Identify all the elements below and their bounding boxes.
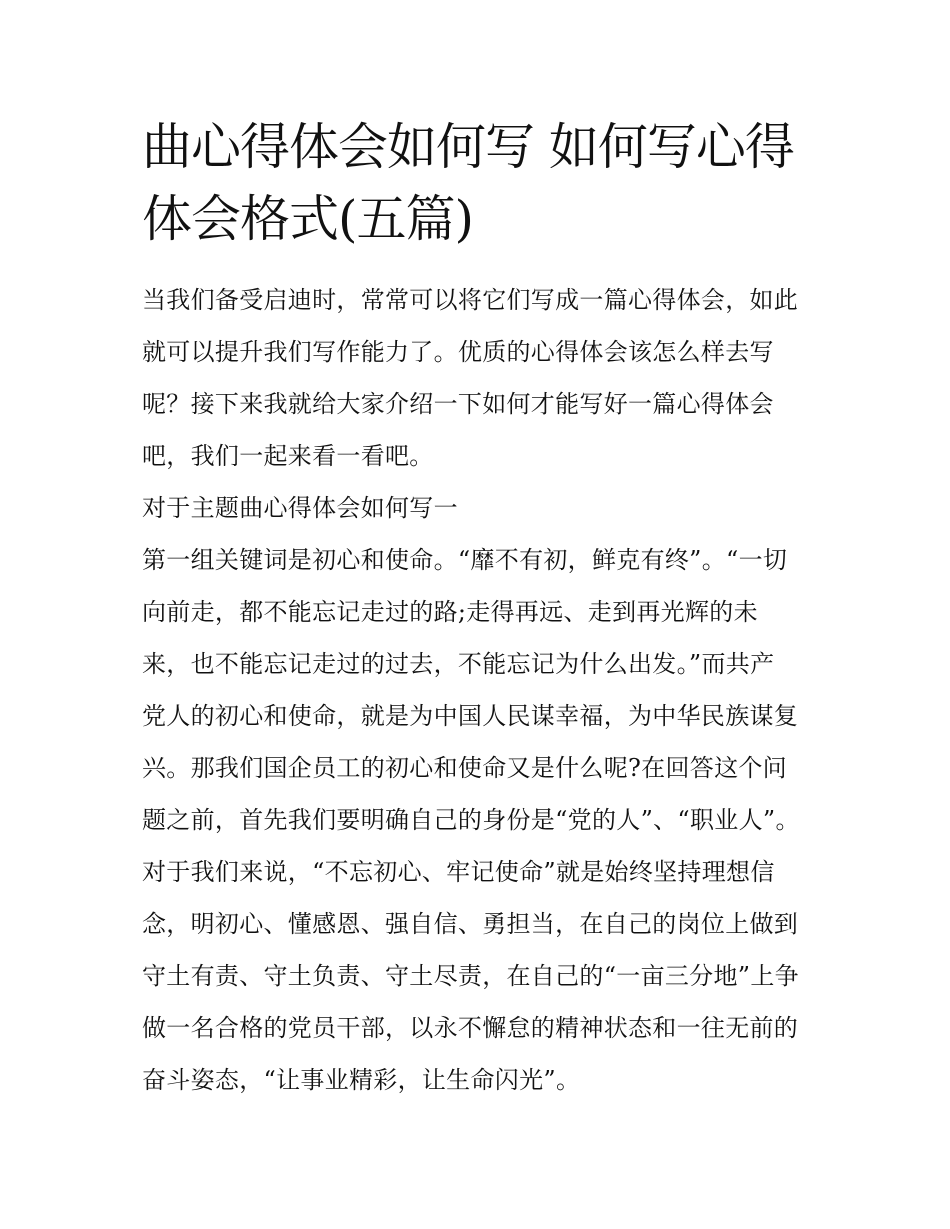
body-line: 向前走，都不能忘记走过的路;走得再远、走到再光辉的未 <box>142 598 758 626</box>
body-line: 念，明初心、懂感恩、强自信、勇担当，在自己的岗位上做到 <box>142 910 799 938</box>
body-line: 奋斗姿态，“让事业精彩，让生命闪光”。 <box>142 1066 581 1094</box>
body-line: 做一名合格的党员干部，以永不懈怠的精神状态和一往无前的 <box>142 1014 799 1042</box>
body-line: 党人的初心和使命，就是为中国人民谋幸福，为中华民族谋复 <box>142 702 799 730</box>
body-line: 呢？接下来我就给大家介绍一下如何才能写好一篇心得体会 <box>142 390 774 418</box>
body-line: 第一组关键词是初心和使命。“靡不有初，鲜克有终”。“一切 <box>142 546 788 574</box>
body-line: 吧，我们一起来看一看吧。 <box>142 442 434 470</box>
body-line: 兴。那我们国企员工的初心和使命又是什么呢?在回答这个问 <box>142 754 787 782</box>
body-line: 当我们备受启迪时，常常可以将它们写成一篇心得体会，如此 <box>142 286 799 314</box>
body-line: 来，也不能忘记走过的过去，不能忘记为什么出发。”而共产 <box>142 650 775 678</box>
document-title <box>142 116 832 250</box>
title-line: 曲心得体会如何写 如何写心得 <box>142 118 794 176</box>
body-line: 对于我们来说，“不忘初心、牢记使命”就是始终坚持理想信 <box>142 858 775 886</box>
body-line: 守土有责、守土负责、守土尽责，在自己的“一亩三分地”上争 <box>142 962 799 990</box>
section-heading: 对于主题曲心得体会如何写一 <box>142 494 458 522</box>
document-body <box>142 280 832 1112</box>
title-line: 体会格式(五篇) <box>142 190 474 248</box>
body-line: 就可以提升我们写作能力了。优质的心得体会该怎么样去写 <box>142 338 774 366</box>
body-line: 题之前，首先我们要明确自己的身份是“党的人”、“职业人”。 <box>142 806 800 834</box>
